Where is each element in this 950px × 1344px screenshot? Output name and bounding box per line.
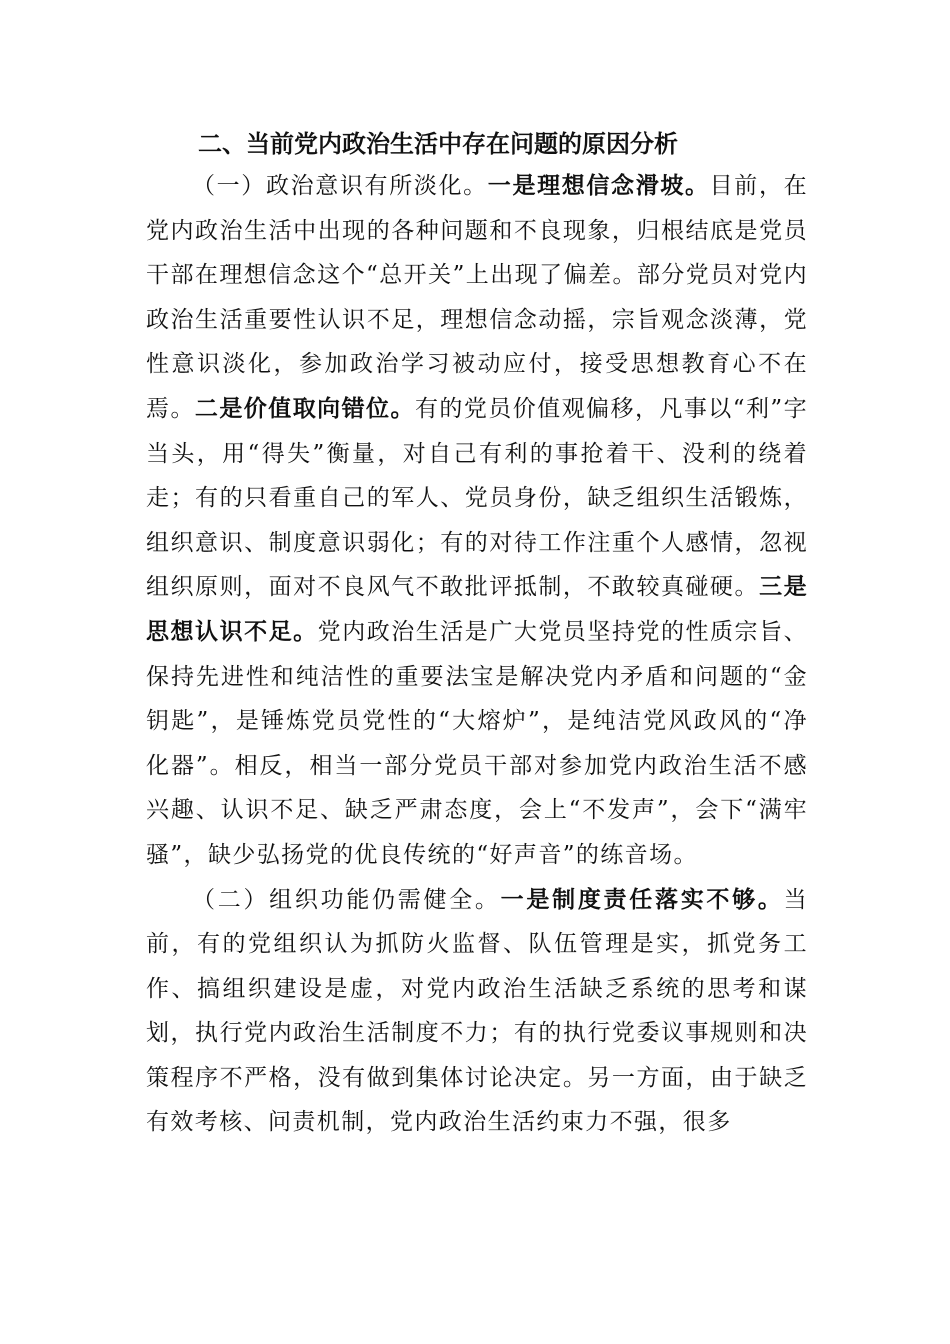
- document-page: [146, 128, 808, 1145]
- point-heading-1: 一是理想信念滑坡。: [487, 173, 710, 199]
- point-heading-1: 一是制度责任落实不够。: [500, 886, 784, 913]
- section-heading: 二、当前党内政治生活中存在问题的原因分析: [198, 130, 678, 158]
- paragraph-political-awareness: [146, 164, 808, 878]
- subsection-label: （一）政治意识有所淡化。: [192, 173, 488, 199]
- point-text-1: 当前，有的党组织认为抓防火监督、队伍管理是实，抓党务工作、搞组织建设是虚，对党内政治生活缺乏系统的思考和谋划，执行党内政治生活制度不力；有的执行党委议事规则和决策程序不严格，没有做到集体讨论决定。另一方面，由于缺乏有效考核、问责机制，党内政治生活约束力不强，很多: [146, 886, 808, 1136]
- subsection-label: （二）组织功能仍需健全。: [192, 886, 501, 913]
- point-text-1: 目前，在党内政治生活中出现的各种问题和不良现象，归根结底是党员干部在理想信念这个“总开关”上出现了偏差。部分党员对党内政治生活重要性认识不足，理想信念动摇，宗旨观念淡薄，党性意识淡化，参加政治学习被动应付，接受思想教育心不在焉。: [146, 173, 808, 422]
- paragraph-organizational-function: [146, 878, 808, 1146]
- point-heading-3: 三是思想认识不足。: [146, 574, 809, 645]
- point-text-2: 有的党员价值观偏移，凡事以“利”字当头，用“得失”衡量，对自己有利的事抢着干、没利的绕着走；有的只看重自己的军人、党员身份，缺乏组织生活锻炼，组织意识、制度意识弱化；有的对待工作注重个人感情，忽视组织原则，面对不良风气不敢批评抵制，不敢较真碰硬。: [146, 395, 808, 601]
- point-heading-2: 二是价值取向错位。: [194, 395, 415, 422]
- point-text-3: 党内政治生活是广大党员坚持党的性质宗旨、保持先进性和纯洁性的重要法宝是解决党内矛盾和问题的“金钥匙”，是锤炼党员党性的“大熔炉”，是纯洁党风政风的“净化器”。相反，相当一部分党员干部对参加党内政治生活不感兴趣、认识不足、缺乏严肃态度，会上“不发声”，会下“满牢骚”，缺少弘扬党的优良传统的“好声音”的练音场。: [146, 618, 809, 868]
